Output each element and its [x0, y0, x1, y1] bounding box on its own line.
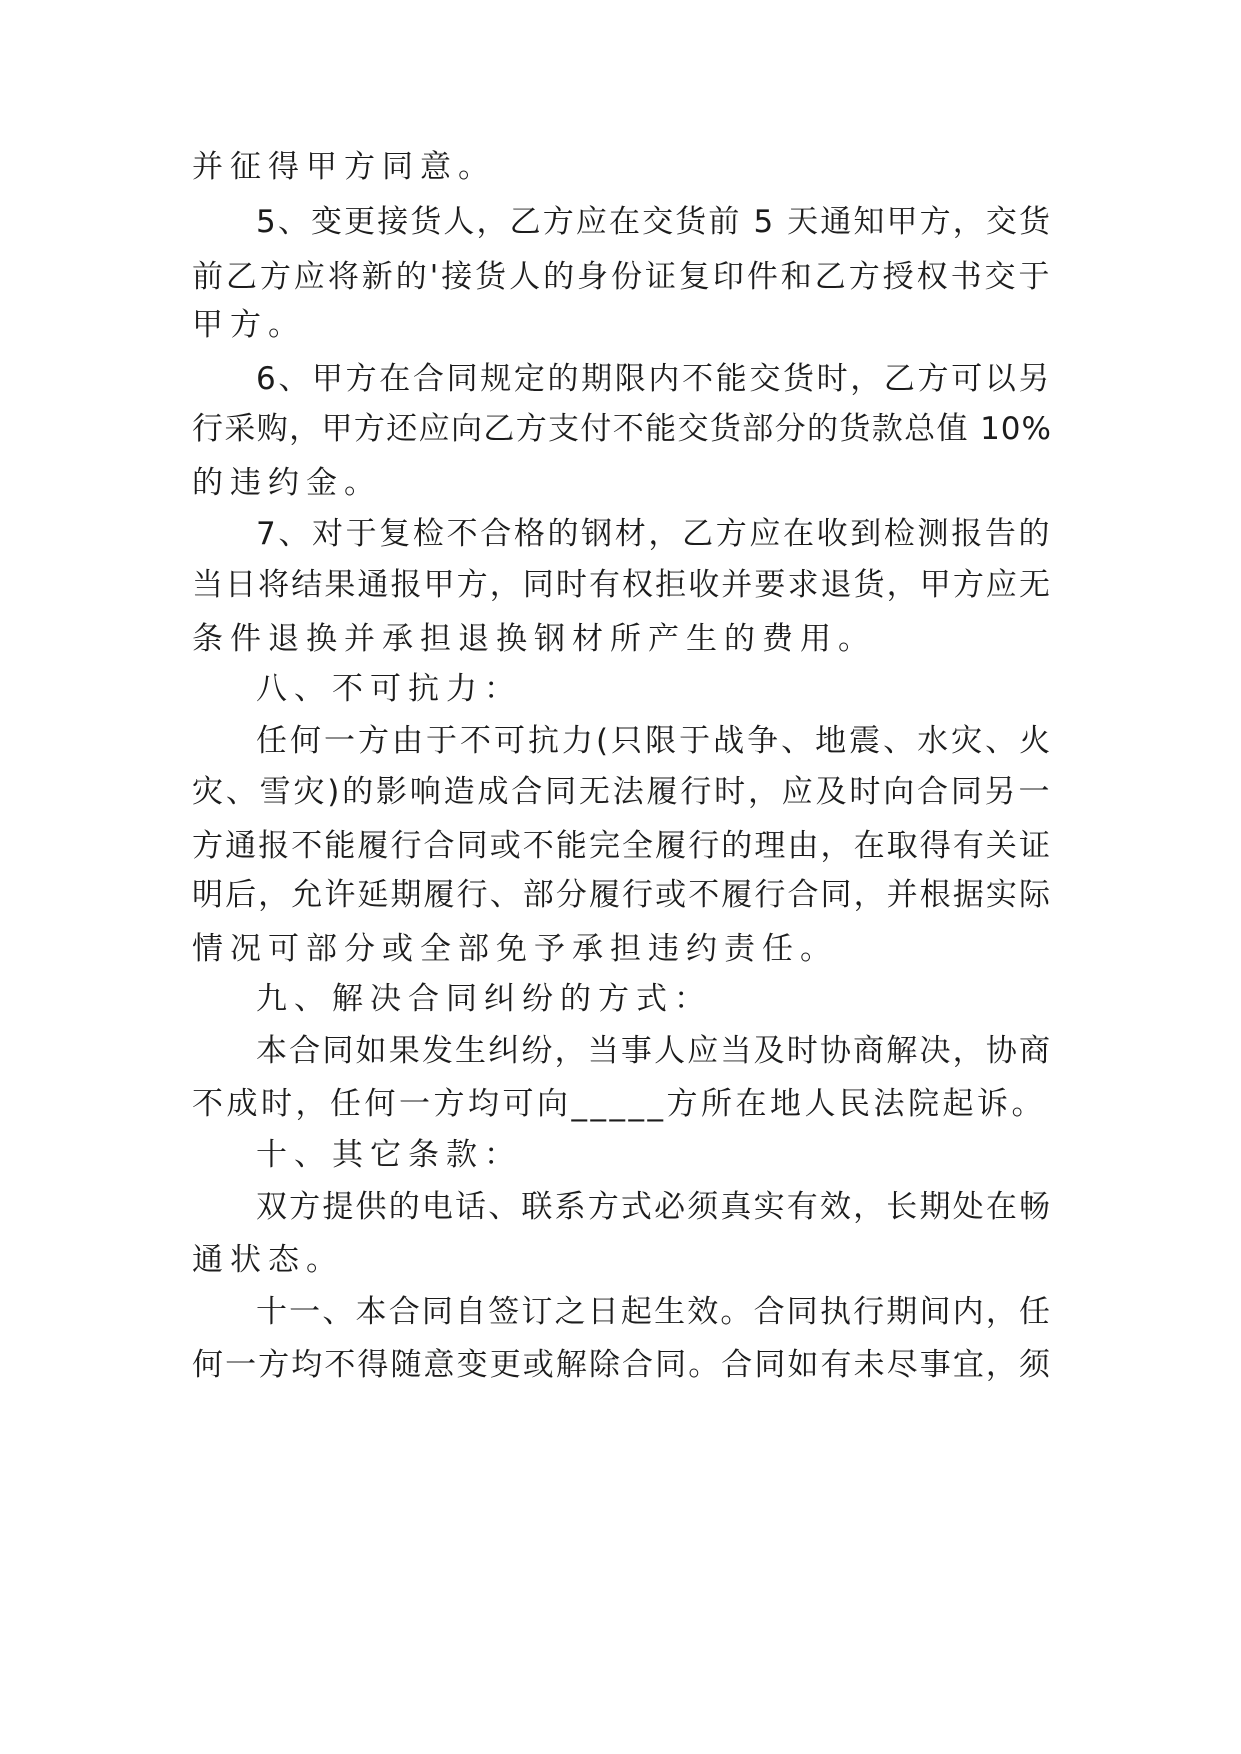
section-heading: 十、其它条款： — [256, 1137, 522, 1173]
section-heading: 八、不可抗力： — [256, 671, 522, 707]
text-line: 方通报不能履行合同或不能完全履行的理由，在取得有关证 — [192, 828, 1052, 864]
text-line: 7、对于复检不合格的钢材，乙方应在收到检测报告的 — [256, 516, 1052, 552]
text-line: 当日将结果通报甲方，同时有权拒收并要求退货，甲方应无 — [192, 567, 1052, 603]
section-heading: 九、解决合同纠纷的方式： — [256, 981, 712, 1017]
text-line: 本合同如果发生纠纷，当事人应当及时协商解决，协商 — [256, 1033, 1052, 1069]
text-line: 情况可部分或全部免予承担违约责任。 — [192, 931, 838, 967]
text-line: 的违约金。 — [192, 465, 382, 501]
text-line: 十一、本合同自签订之日起生效。合同执行期间内，任 — [256, 1294, 1052, 1330]
text-line: 甲方。 — [192, 307, 306, 343]
text-line: 行采购，甲方还应向乙方支付不能交货部分的货款总值 10% — [192, 411, 1052, 447]
text-line: 条件退换并承担退换钢材所产生的费用。 — [192, 621, 876, 657]
text-line: 前乙方应将新的'接货人的身份证复印件和乙方授权书交于 — [192, 259, 1052, 295]
text-line: 任何一方由于不可抗力(只限于战争、地震、水灾、火 — [256, 723, 1054, 759]
text-line: 5、变更接货人，乙方应在交货前 5 天通知甲方，交货 — [256, 204, 1052, 240]
text-line: 不成时，任何一方均可向_____方所在地人民法院起诉。 — [192, 1086, 1046, 1122]
text-line: 双方提供的电话、联系方式必须真实有效，长期处在畅 — [256, 1189, 1052, 1225]
text-line: 灾、雪灾)的影响造成合同无法履行时，应及时向合同另一 — [192, 774, 1052, 810]
text-line: 通状态。 — [192, 1242, 344, 1278]
text-line: 6、甲方在合同规定的期限内不能交货时，乙方可以另 — [256, 361, 1052, 397]
text-line: 并征得甲方同意。 — [192, 149, 496, 185]
text-line: 明后，允许延期履行、部分履行或不履行合同，并根据实际 — [192, 877, 1052, 913]
text-line: 何一方均不得随意变更或解除合同。合同如有未尽事宜，须 — [192, 1347, 1052, 1383]
